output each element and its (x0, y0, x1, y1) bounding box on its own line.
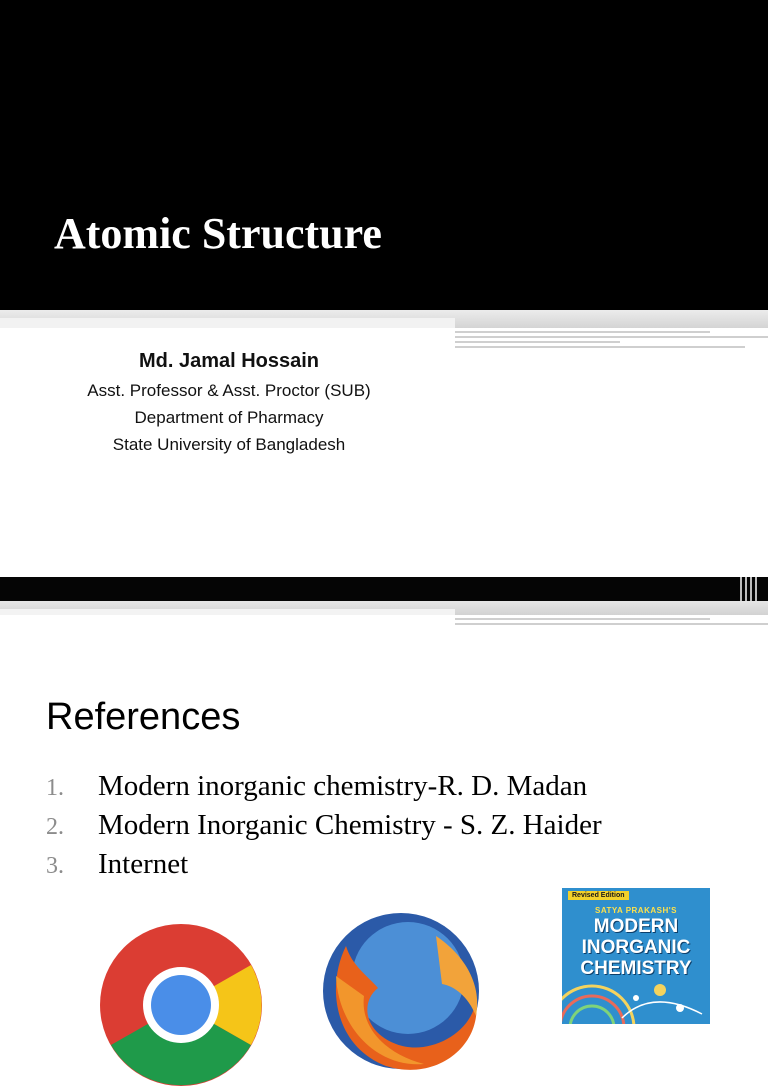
header-band-highlight (0, 318, 455, 328)
list-item (46, 848, 602, 887)
firefox-logo-icon (316, 906, 486, 1076)
book-cover-art (562, 978, 710, 1024)
book-edition-badge: Revised Edition (568, 891, 629, 900)
list-item (46, 809, 602, 848)
book-title-line: INORGANIC (581, 937, 691, 958)
book-title-line: CHEMISTRY (580, 958, 692, 979)
list-number: 2. (46, 814, 64, 840)
chrome-logo-icon (100, 924, 262, 1086)
slide-title: Atomic Structure (54, 209, 382, 258)
book-cover-image (562, 888, 710, 1024)
references-heading: References (46, 696, 241, 738)
list-number: 3. (46, 853, 64, 879)
references-list (46, 770, 602, 887)
list-number: 1. (46, 775, 64, 801)
decorative-stripes (455, 331, 768, 351)
author-university: State University of Bangladesh (112, 435, 346, 454)
references-slide-header-bar (0, 577, 768, 601)
list-item (46, 770, 602, 809)
author-department: Department of Pharmacy (134, 408, 324, 427)
title-slide-header (0, 0, 768, 310)
header-bar-ticks (740, 577, 762, 601)
book-title (562, 916, 710, 979)
book-title-line: MODERN (593, 916, 679, 937)
reference-text: Internet (98, 848, 189, 880)
book-author: SATYA PRAKASH'S (594, 906, 677, 915)
slide-gap (0, 515, 768, 577)
references-band-highlight (0, 609, 455, 615)
author-name: Md. Jamal Hossain (138, 350, 320, 372)
author-position: Asst. Professor & Asst. Proctor (SUB) (87, 381, 371, 400)
reference-text: Modern Inorganic Chemistry - S. Z. Haider (98, 809, 602, 841)
reference-text: Modern inorganic chemistry-R. D. Madan (98, 770, 588, 802)
decorative-stripes-2 (455, 618, 768, 628)
author-block (0, 350, 458, 462)
